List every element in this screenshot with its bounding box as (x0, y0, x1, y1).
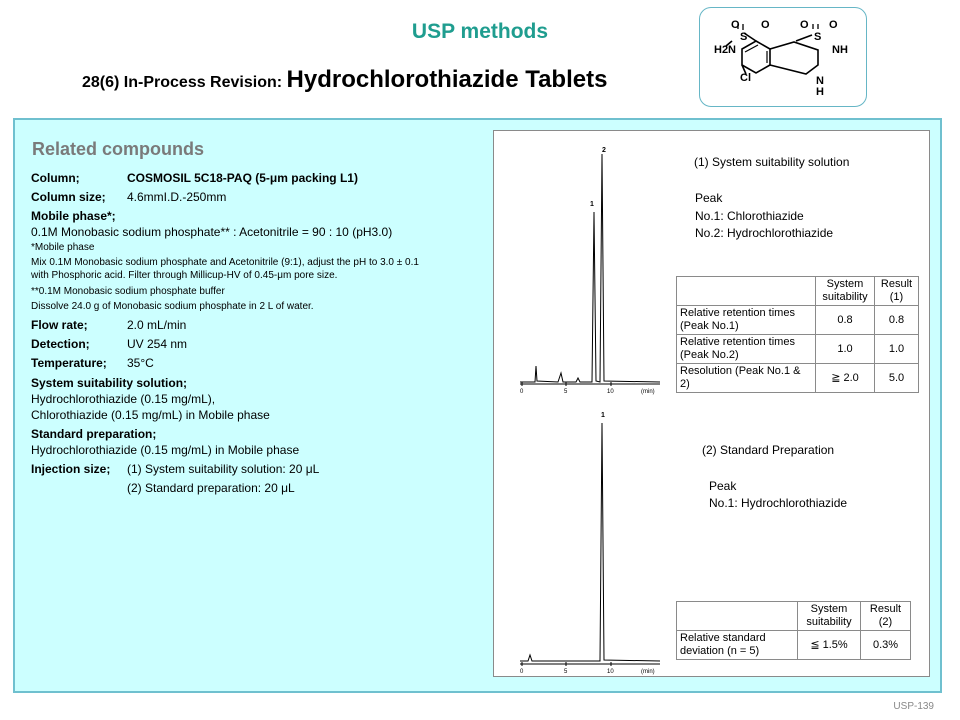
table-row (677, 631, 911, 660)
chrom2-caption: (2) Standard Preparation (702, 443, 835, 457)
table1-row2-result: 1.0 (875, 335, 919, 364)
structure-drawing (700, 8, 866, 106)
table1-row3-result: 5.0 (875, 364, 919, 393)
table2-row1-system: ≦ 1.5% (798, 631, 861, 660)
subtitle-prefix: 28(6) In-Process Revision: (82, 74, 287, 91)
atom-h: H (816, 86, 824, 98)
table2-header-row (677, 602, 911, 631)
injection-size-label: Injection size; (31, 462, 111, 476)
table1-row1-system: 0.8 (816, 306, 875, 335)
temperature-value: 35°C (127, 356, 154, 370)
flow-rate-value: 2.0 mL/min (127, 318, 187, 332)
table1-header-system: System suitability (816, 277, 875, 306)
injection-size-2: (2) Standard preparation: 20 μL (127, 481, 295, 495)
atom-h2n: H2N (714, 44, 737, 56)
atom-n: N (816, 75, 824, 87)
note-mobile-line2: with Phosphoric acid. Filter through Millicup-HV of 0.45-μm pore size. (31, 270, 338, 281)
table1-row1-result: 0.8 (875, 306, 919, 335)
table2-header-system: System suitability (798, 602, 861, 631)
chrom1-peak2: No.2: Hydrochlorothiazide (695, 226, 834, 240)
page-subtitle (82, 66, 607, 94)
chrom2-peak1: No.1: Hydrochlorothiazide (709, 496, 848, 510)
atom-s2: S (814, 31, 822, 43)
subtitle-main: Hydrochlorothiazide Tablets (286, 66, 608, 93)
atom-o4: O (829, 19, 838, 31)
column-label: Column; (31, 171, 80, 185)
chrom1-peak1-label: 1 (590, 201, 594, 208)
system-suitability-line2: Chlorothiazide (0.15 mg/mL) in Mobile phase (31, 408, 270, 422)
page-number: USP-139 (893, 701, 934, 712)
injection-size-1: (1) System suitability solution: 20 μL (127, 462, 320, 476)
note-mobile-title: *Mobile phase (31, 242, 95, 253)
table1-row2-system: 1.0 (816, 335, 875, 364)
results-table-2 (676, 601, 911, 660)
chrom1-caption: (1) System suitability solution (694, 155, 850, 169)
detection-label: Detection; (31, 337, 90, 351)
chrom2-peak-heading: Peak (709, 479, 737, 493)
table1-row2-label: Relative retention times (Peak No.2) (677, 335, 816, 364)
atom-o3: O (800, 19, 809, 31)
atom-o1: O (731, 19, 740, 31)
chrom1-peak-heading: Peak (695, 191, 723, 205)
table1-row3-system: ≧ 2.0 (816, 364, 875, 393)
chromatogram-1 (516, 140, 666, 395)
mobile-phase-value: 0.1M Monobasic sodium phosphate** : Acetonitrile = 90 : 10 (pH3.0) (31, 225, 393, 239)
axis1-tick-5: 5 (564, 389, 568, 395)
atom-nh: NH (832, 44, 848, 56)
section-title: Related compounds (32, 139, 205, 159)
page-title: USP methods (411, 20, 549, 43)
table-row (677, 364, 919, 393)
table2-row1-result: 0.3% (861, 631, 911, 660)
note-buffer-title: **0.1M Monobasic sodium phosphate buffer (31, 286, 225, 297)
atom-cl: Cl (740, 72, 751, 84)
chromatogram-2 (516, 403, 666, 675)
axis1-tick-0: 0 (520, 389, 524, 395)
axis2-tick-0: 0 (520, 669, 524, 675)
atom-s1: S (740, 31, 748, 43)
axis2-tick-10: 10 (607, 669, 614, 675)
axis2-unit: (min) (641, 669, 655, 675)
table-row (677, 335, 919, 364)
mobile-phase-label: Mobile phase*; (31, 209, 116, 223)
standard-prep-label: Standard preparation; (31, 427, 157, 441)
results-table-1 (676, 276, 919, 393)
axis2-tick-5: 5 (564, 669, 568, 675)
system-suitability-label: System suitability solution; (31, 376, 188, 390)
chrom1-peak2-label: 2 (602, 147, 606, 154)
axis1-tick-10: 10 (607, 389, 614, 395)
flow-rate-label: Flow rate; (31, 318, 88, 332)
note-buffer-line1: Dissolve 24.0 g of Monobasic sodium phosphate in 2 L of water. (31, 301, 314, 312)
column-value: COSMOSIL 5C18-PAQ (5-μm packing L1) (127, 171, 358, 185)
column-size-value: 4.6mmI.D.-250mm (127, 190, 227, 204)
atom-o2: O (761, 19, 770, 31)
note-mobile-line1: Mix 0.1M Monobasic sodium phosphate and Acetonitrile (9:1), adjust the pH to 3.0 ± 0.1 (31, 257, 419, 268)
table1-header-row (677, 277, 919, 306)
standard-prep-line1: Hydrochlorothiazide (0.15 mg/mL) in Mobile phase (31, 443, 300, 457)
table2-header-result: Result (2) (861, 602, 911, 631)
table2-row1-label: Relative standard deviation (n = 5) (677, 631, 798, 660)
axis1-unit: (min) (641, 389, 655, 395)
table-row (677, 306, 919, 335)
chemical-structure (699, 7, 867, 107)
table2-header-blank (677, 602, 798, 631)
table1-row3-label: Resolution (Peak No.1 & 2) (677, 364, 816, 393)
system-suitability-line1: Hydrochlorothiazide (0.15 mg/mL), (31, 392, 216, 406)
table1-row1-label: Relative retention times (Peak No.1) (677, 306, 816, 335)
chrom1-peak1: No.1: Chlorothiazide (695, 209, 804, 223)
table1-header-result: Result (1) (875, 277, 919, 306)
column-size-label: Column size; (31, 190, 106, 204)
detection-value: UV 254 nm (127, 337, 188, 351)
table1-header-blank (677, 277, 816, 306)
chrom2-peak1-label: 1 (601, 412, 605, 419)
temperature-label: Temperature; (31, 356, 107, 370)
